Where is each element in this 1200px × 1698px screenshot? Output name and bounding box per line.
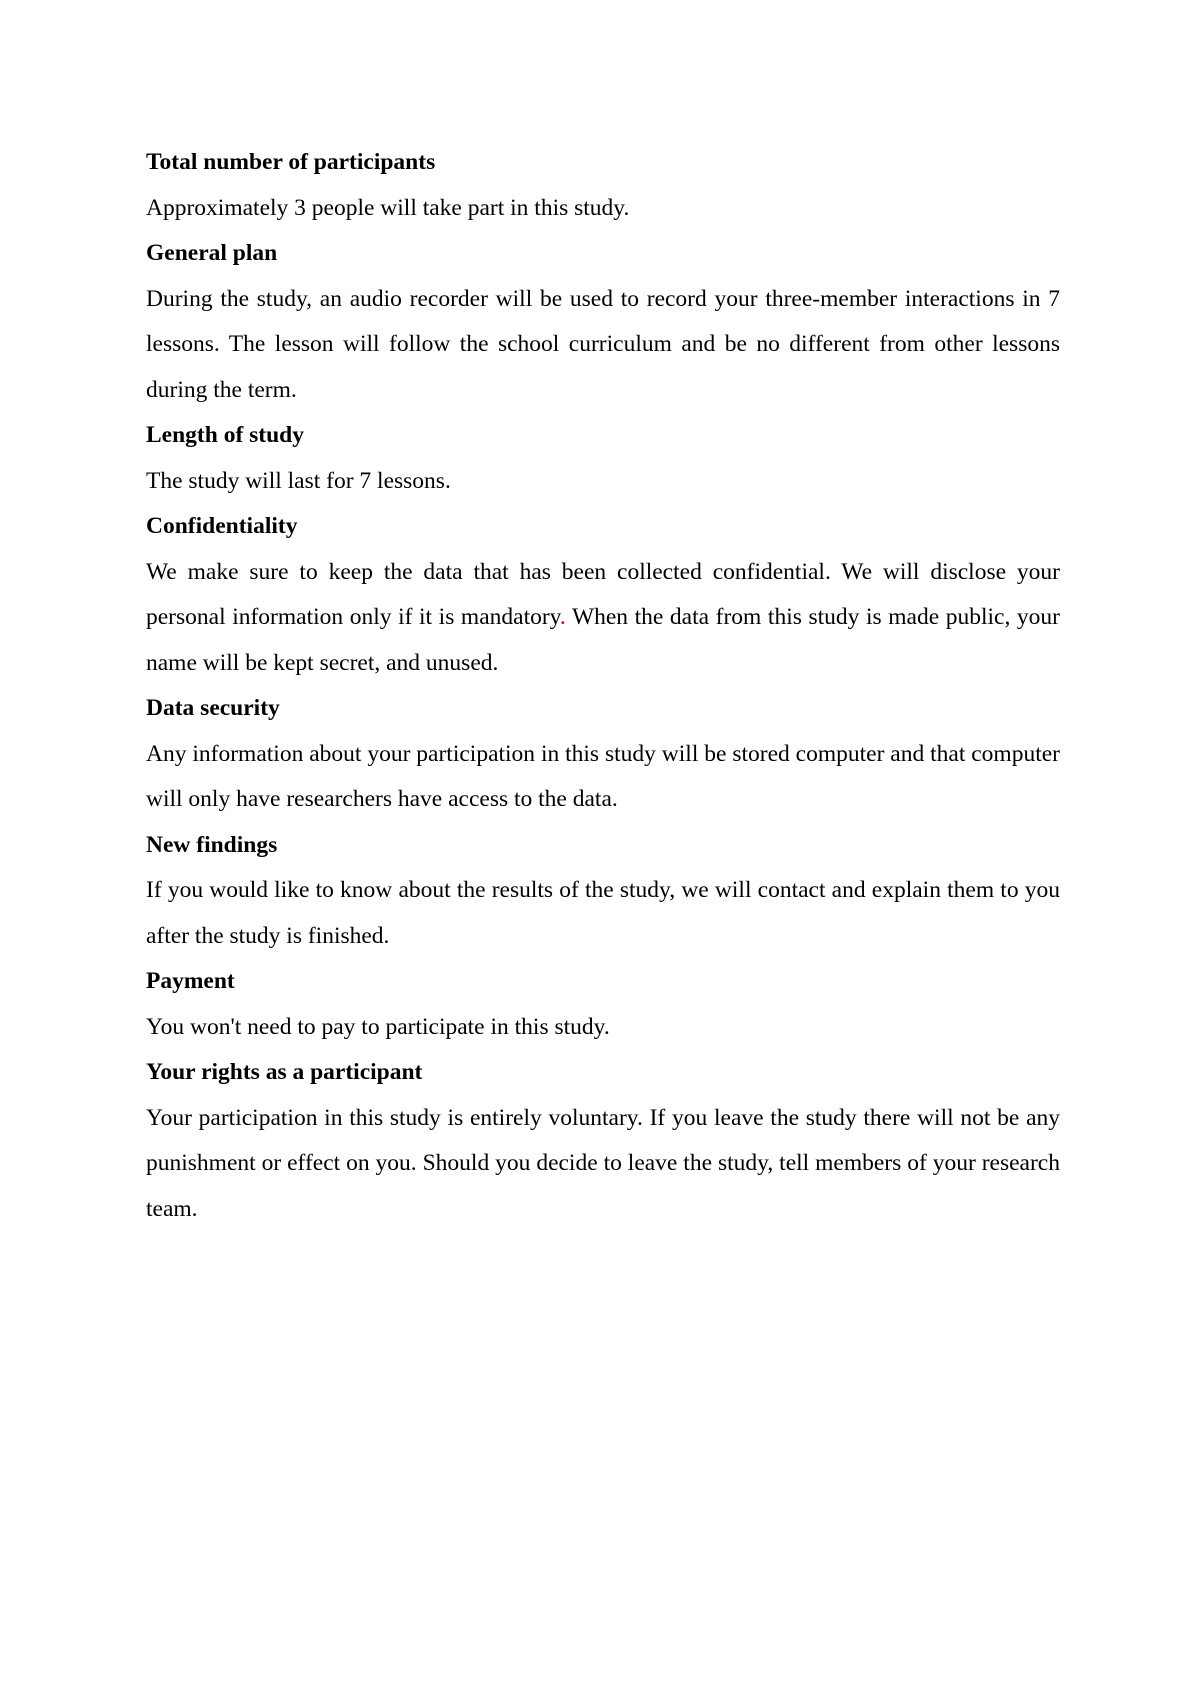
heading-total-participants: Total number of participants: [146, 149, 436, 175]
heading-new-findings: New findings: [146, 831, 278, 858]
body-total-participants: Approximately 3 people will take part in this study.: [146, 194, 630, 221]
body-payment: You won't need to pay to participate in this study.: [146, 1013, 610, 1040]
heading-length-of-study: Length of study: [146, 422, 305, 448]
heading-payment: Payment: [146, 968, 235, 994]
body-confidentiality-part1: We make sure to keep the data that has been collected confidential. We will disclose your personal information only if it is mandatory: [146, 558, 1060, 630]
body-general-plan: During the study, an audio recorder will be used to record your three-member interactions in 7 lessons. The lesson will follow the school curriculum and be no different from other lessons during the term.: [146, 285, 1060, 403]
body-confidentiality-dot: .: [559, 604, 566, 630]
body-length-of-study: The study will last for 7 lessons.: [146, 467, 451, 494]
body-confidentiality-part2: When the data from this study is made public, your name will be kept secret, and unused.: [146, 604, 1060, 676]
body-new-findings: If you would like to know about the results of the study, we will contact and explain them to you after the study is finished.: [146, 877, 1060, 949]
heading-general-plan: General plan: [146, 240, 278, 266]
document-content: [146, 140, 1060, 1232]
heading-data-security: Data security: [146, 695, 280, 721]
body-participant-rights: Your participation in this study is entirely voluntary. If you leave the study there will not be any punishment or effect on you. Should you decide to leave the study, tell members of your research team.: [146, 1104, 1060, 1222]
body-data-security: Any information about your participation in this study will be stored computer and that computer will only have researchers have access to the data.: [146, 740, 1060, 812]
body-confidentiality: [146, 550, 1060, 687]
heading-confidentiality: Confidentiality: [146, 513, 298, 539]
heading-participant-rights: Your rights as a participant: [146, 1059, 423, 1085]
